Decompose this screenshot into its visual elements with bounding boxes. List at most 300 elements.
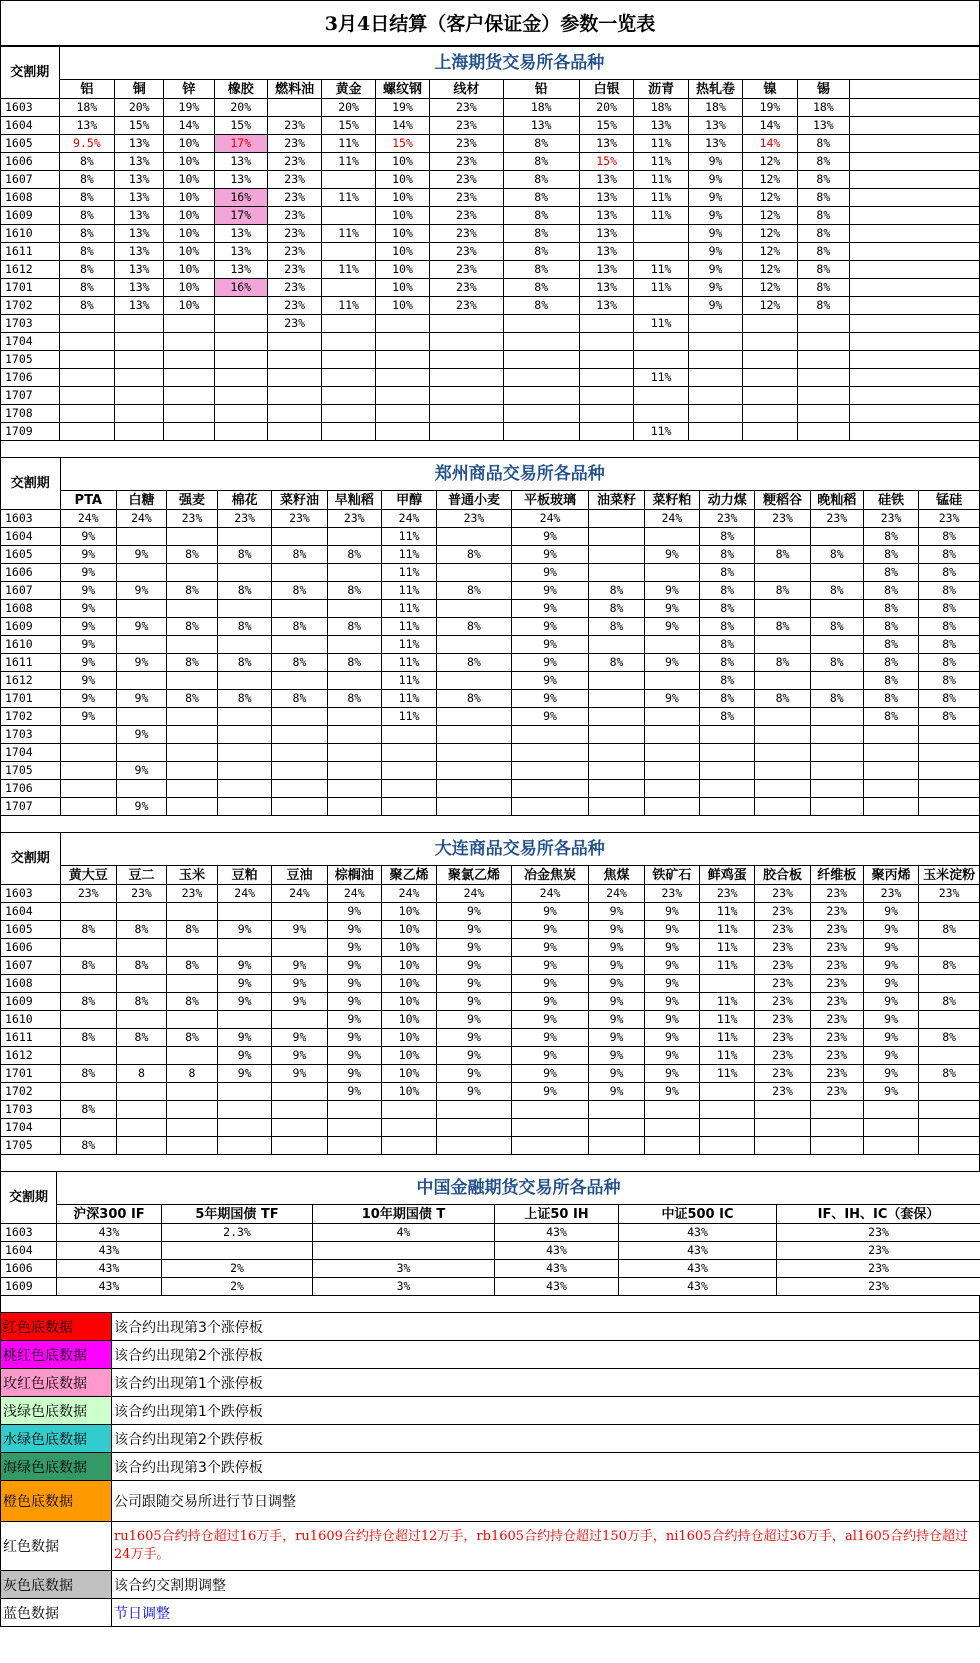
period-cell: 1608 (1, 975, 61, 993)
margin-cell: 20% (322, 99, 375, 117)
period-cell: 1704 (1, 1119, 61, 1137)
margin-cell (700, 726, 755, 744)
margin-cell: 8% (919, 636, 980, 654)
margin-cell (214, 351, 267, 369)
margin-cell (164, 333, 214, 351)
margin-cell (313, 1242, 495, 1260)
legend-row (1, 1453, 980, 1481)
margin-cell: 9% (589, 1011, 644, 1029)
margin-cell (116, 528, 166, 546)
margin-cell: 23% (267, 225, 321, 243)
margin-cell: 8% (166, 618, 217, 636)
cffex-exchange-name: 中国金融期货交易所各品种 (57, 1172, 980, 1205)
margin-cell (60, 762, 116, 780)
margin-cell: 9% (511, 993, 589, 1011)
margin-cell (166, 1011, 217, 1029)
margin-cell (116, 636, 166, 654)
product-header: 橡胶 (214, 80, 267, 99)
period-cell: 1708 (1, 405, 60, 423)
margin-cell (919, 1011, 980, 1029)
margin-cell: 9% (218, 1065, 272, 1083)
blank-cell (850, 189, 980, 207)
margin-cell (810, 762, 863, 780)
margin-cell (327, 762, 381, 780)
table-row (1, 387, 980, 405)
margin-cell (589, 528, 644, 546)
product-header: 锡 (797, 80, 849, 99)
legend-swatch: 红色数据 (1, 1522, 112, 1571)
margin-cell: 9% (60, 708, 116, 726)
margin-cell (797, 387, 849, 405)
margin-cell (218, 600, 272, 618)
margin-cell: 8% (272, 618, 327, 636)
legend-swatch: 水绿色底数据 (1, 1425, 112, 1453)
margin-cell: 9% (688, 189, 742, 207)
margin-cell: 8% (60, 993, 116, 1011)
margin-cell (579, 369, 633, 387)
margin-cell: 8% (919, 957, 980, 975)
margin-cell (430, 333, 503, 351)
margin-cell: 8% (919, 600, 980, 618)
margin-cell (327, 1137, 381, 1155)
margin-cell (511, 780, 589, 798)
margin-cell: 8% (863, 528, 918, 546)
margin-cell: 9% (589, 1083, 644, 1101)
margin-cell (327, 1101, 381, 1119)
margin-cell (267, 99, 321, 117)
margin-cell (214, 333, 267, 351)
margin-cell: 8% (60, 1065, 116, 1083)
margin-cell (218, 636, 272, 654)
margin-cell: 11% (381, 708, 436, 726)
margin-cell (437, 780, 511, 798)
margin-cell: 9% (218, 921, 272, 939)
page-title: 3月4日结算（客户保证金）参数一览表 (0, 0, 980, 46)
margin-cell: 13% (579, 297, 633, 315)
table-row (1, 243, 980, 261)
margin-cell (634, 387, 688, 405)
product-header: 沪深300 IF (57, 1205, 162, 1224)
margin-cell: 23% (755, 1011, 810, 1029)
margin-cell (272, 726, 327, 744)
margin-cell (166, 636, 217, 654)
margin-cell (381, 1137, 436, 1155)
period-cell: 1610 (1, 636, 61, 654)
margin-cell (59, 351, 114, 369)
margin-cell: 8% (327, 654, 381, 672)
margin-cell: 9% (511, 672, 589, 690)
margin-cell: 23% (430, 279, 503, 297)
margin-cell: 8% (797, 135, 849, 153)
product-header: 菜籽粕 (644, 491, 699, 510)
margin-cell: 8% (166, 582, 217, 600)
period-cell: 1607 (1, 582, 61, 600)
margin-cell (579, 351, 633, 369)
legend-description: 该合约出现第3个跌停板 (112, 1453, 980, 1481)
margin-cell (810, 564, 863, 582)
margin-cell (166, 726, 217, 744)
margin-cell: 8% (166, 993, 217, 1011)
margin-cell: 23% (267, 261, 321, 279)
period-cell: 1705 (1, 762, 61, 780)
margin-cell: 13% (214, 171, 267, 189)
margin-cell: 23% (267, 243, 321, 261)
margin-cell: 9% (60, 636, 116, 654)
period-cell: 1606 (1, 153, 60, 171)
margin-cell: 9% (511, 582, 589, 600)
margin-cell: 8% (437, 654, 511, 672)
margin-cell (511, 726, 589, 744)
margin-cell: 8% (60, 1101, 116, 1119)
margin-cell (272, 672, 327, 690)
period-header: 交割期 (1, 1172, 57, 1224)
margin-cell: 8% (60, 957, 116, 975)
margin-cell (700, 1119, 755, 1137)
margin-cell: 11% (634, 279, 688, 297)
margin-cell (755, 636, 810, 654)
margin-cell (218, 939, 272, 957)
margin-cell (267, 333, 321, 351)
margin-cell (700, 1101, 755, 1119)
legend-swatch: 桃红色底数据 (1, 1341, 112, 1369)
table-row (1, 546, 980, 564)
margin-cell: 9% (511, 957, 589, 975)
margin-cell (166, 1083, 217, 1101)
margin-cell: 8% (700, 690, 755, 708)
margin-cell (214, 405, 267, 423)
legend-row (1, 1599, 980, 1627)
margin-cell: 8% (59, 261, 114, 279)
margin-cell: 8% (919, 672, 980, 690)
margin-cell: 9% (60, 546, 116, 564)
margin-cell (322, 243, 375, 261)
table-row (1, 279, 980, 297)
margin-cell: 8% (919, 618, 980, 636)
margin-cell: 13% (59, 117, 114, 135)
margin-cell: 8% (116, 921, 166, 939)
margin-cell: 9% (589, 957, 644, 975)
margin-cell: 23% (437, 510, 511, 528)
margin-cell (164, 369, 214, 387)
margin-cell: 8% (503, 189, 579, 207)
margin-cell (166, 1137, 217, 1155)
margin-cell: 11% (700, 1029, 755, 1047)
margin-cell (644, 726, 699, 744)
legend-row (1, 1425, 980, 1453)
margin-cell (579, 423, 633, 441)
period-cell: 1609 (1, 618, 61, 636)
product-header: 10年期国债 T (313, 1205, 495, 1224)
period-cell: 1605 (1, 921, 61, 939)
margin-cell: 24% (511, 885, 589, 903)
product-header: 早籼稻 (327, 491, 381, 510)
product-header: 玉米 (166, 866, 217, 885)
blank-cell (850, 153, 980, 171)
margin-cell: 23% (755, 1065, 810, 1083)
table-row (1, 99, 980, 117)
margin-cell (59, 405, 114, 423)
product-header: 强麦 (166, 491, 217, 510)
margin-cell (743, 387, 797, 405)
table-row (1, 1065, 980, 1083)
margin-cell: 8% (797, 189, 849, 207)
legend-swatch: 灰色底数据 (1, 1571, 112, 1599)
margin-cell: 10% (375, 243, 429, 261)
table-row (1, 798, 980, 816)
margin-cell (272, 564, 327, 582)
legend-swatch: 红色底数据 (1, 1313, 112, 1341)
margin-cell: 10% (164, 207, 214, 225)
margin-cell (503, 387, 579, 405)
margin-cell (166, 762, 217, 780)
margin-cell: 9% (60, 690, 116, 708)
margin-cell: 20% (214, 99, 267, 117)
margin-cell (60, 975, 116, 993)
margin-cell (166, 903, 217, 921)
margin-cell (688, 387, 742, 405)
margin-cell (60, 780, 116, 798)
period-cell: 1605 (1, 135, 60, 153)
margin-cell (437, 600, 511, 618)
period-cell: 1611 (1, 654, 61, 672)
margin-cell: 23% (430, 135, 503, 153)
margin-cell: 8% (59, 171, 114, 189)
margin-cell (511, 744, 589, 762)
period-cell: 1704 (1, 333, 60, 351)
margin-cell: 8% (700, 672, 755, 690)
margin-cell: 13% (688, 117, 742, 135)
margin-cell: 8% (60, 921, 116, 939)
period-cell: 1612 (1, 261, 60, 279)
margin-cell (116, 1011, 166, 1029)
margin-cell (267, 423, 321, 441)
product-header: 普通小麦 (437, 491, 511, 510)
margin-cell: 9% (272, 1065, 327, 1083)
margin-cell: 23% (755, 885, 810, 903)
margin-cell: 8% (218, 618, 272, 636)
margin-cell (810, 600, 863, 618)
margin-cell (116, 1083, 166, 1101)
margin-cell: 16% (214, 279, 267, 297)
margin-cell: 9% (218, 993, 272, 1011)
margin-cell (166, 708, 217, 726)
margin-cell: 10% (381, 1029, 436, 1047)
table-row (1, 297, 980, 315)
margin-cell (437, 528, 511, 546)
margin-cell: 9% (327, 993, 381, 1011)
table-row (1, 261, 980, 279)
product-header: 油菜籽 (589, 491, 644, 510)
margin-cell: 8% (700, 708, 755, 726)
margin-cell (589, 510, 644, 528)
margin-cell (863, 798, 918, 816)
margin-cell: 8% (503, 279, 579, 297)
margin-cell: 9% (272, 921, 327, 939)
margin-cell: 8% (59, 297, 114, 315)
margin-cell: 9% (327, 1011, 381, 1029)
margin-cell: 13% (214, 243, 267, 261)
period-cell: 1702 (1, 1083, 61, 1101)
product-header: 上证50 IH (495, 1205, 619, 1224)
margin-cell: 23% (755, 921, 810, 939)
table-row (1, 225, 980, 243)
margin-cell: 9% (116, 582, 166, 600)
table-row (1, 885, 980, 903)
margin-cell: 8% (755, 654, 810, 672)
margin-cell (810, 726, 863, 744)
margin-cell: 8% (755, 582, 810, 600)
margin-cell (810, 798, 863, 816)
margin-cell (375, 315, 429, 333)
legend-row (1, 1522, 980, 1571)
margin-cell (322, 369, 375, 387)
table-row (1, 1101, 980, 1119)
margin-cell (60, 726, 116, 744)
margin-cell: 8% (272, 690, 327, 708)
margin-cell: 10% (381, 903, 436, 921)
margin-cell (589, 546, 644, 564)
product-header: 螺纹钢 (375, 80, 429, 99)
margin-cell (634, 243, 688, 261)
margin-cell: 9% (116, 762, 166, 780)
blank-cell (850, 135, 980, 153)
period-cell: 1611 (1, 243, 60, 261)
margin-cell: 9% (589, 975, 644, 993)
margin-cell: 9% (437, 1011, 511, 1029)
margin-cell: 9% (437, 1065, 511, 1083)
product-header: 锌 (164, 80, 214, 99)
margin-cell (115, 423, 164, 441)
period-cell: 1703 (1, 315, 60, 333)
margin-cell: 23% (810, 939, 863, 957)
margin-cell: 13% (797, 117, 849, 135)
margin-cell: 9.5% (59, 135, 114, 153)
margin-cell (272, 528, 327, 546)
margin-cell: 24% (381, 885, 436, 903)
period-cell: 1702 (1, 708, 61, 726)
margin-cell: 9% (644, 582, 699, 600)
margin-cell: 12% (743, 243, 797, 261)
margin-cell (272, 744, 327, 762)
margin-cell: 9% (644, 1011, 699, 1029)
margin-cell: 14% (743, 117, 797, 135)
margin-cell: 23% (919, 510, 980, 528)
margin-cell (166, 1101, 217, 1119)
margin-cell: 9% (60, 654, 116, 672)
margin-cell: 23% (755, 939, 810, 957)
margin-cell: 23% (919, 885, 980, 903)
margin-cell: 23% (430, 207, 503, 225)
margin-cell: 9% (863, 975, 918, 993)
margin-cell: 9% (327, 903, 381, 921)
margin-cell (634, 405, 688, 423)
table-row (1, 636, 980, 654)
margin-cell (700, 762, 755, 780)
margin-cell (164, 405, 214, 423)
margin-cell: 9% (511, 708, 589, 726)
margin-cell: 9% (511, 939, 589, 957)
period-header: 交割期 (1, 47, 60, 99)
margin-cell (59, 369, 114, 387)
period-cell: 1706 (1, 780, 61, 798)
margin-cell (218, 744, 272, 762)
margin-cell (164, 315, 214, 333)
period-cell: 1701 (1, 279, 60, 297)
margin-cell: 8% (797, 207, 849, 225)
margin-cell (644, 780, 699, 798)
margin-cell: 12% (743, 297, 797, 315)
margin-cell: 8% (327, 582, 381, 600)
margin-cell: 23% (267, 135, 321, 153)
margin-cell: 8% (503, 243, 579, 261)
blank-cell (850, 99, 980, 117)
margin-cell: 9% (116, 726, 166, 744)
margin-cell (511, 762, 589, 780)
margin-cell (430, 315, 503, 333)
margin-cell: 10% (375, 171, 429, 189)
table-row (1, 672, 980, 690)
margin-cell: 23% (755, 1083, 810, 1101)
period-cell: 1701 (1, 690, 61, 708)
margin-cell: 8% (919, 708, 980, 726)
margin-cell: 8% (919, 690, 980, 708)
margin-cell: 24% (381, 510, 436, 528)
margin-cell (589, 672, 644, 690)
margin-cell: 8% (166, 1029, 217, 1047)
product-header: 中证500 IC (619, 1205, 777, 1224)
margin-cell (375, 405, 429, 423)
margin-cell (381, 762, 436, 780)
product-header: 黄金 (322, 80, 375, 99)
margin-cell: 23% (166, 510, 217, 528)
margin-cell (589, 1101, 644, 1119)
margin-cell: 43% (619, 1260, 777, 1278)
margin-cell: 9% (863, 939, 918, 957)
margin-cell: 8% (166, 546, 217, 564)
margin-cell (218, 1137, 272, 1155)
margin-cell: 8% (437, 546, 511, 564)
margin-cell: 10% (164, 225, 214, 243)
margin-cell: 8% (797, 171, 849, 189)
table-row (1, 510, 980, 528)
margin-cell: 10% (164, 279, 214, 297)
margin-cell (272, 708, 327, 726)
margin-cell (634, 351, 688, 369)
legend-row (1, 1571, 980, 1599)
margin-cell (919, 1101, 980, 1119)
margin-cell (327, 744, 381, 762)
table-row (1, 1242, 980, 1260)
margin-cell: 11% (634, 153, 688, 171)
table-row (1, 1029, 980, 1047)
margin-cell: 13% (115, 207, 164, 225)
margin-cell: 8% (589, 600, 644, 618)
margin-cell (634, 297, 688, 315)
margin-cell: 23% (267, 153, 321, 171)
margin-cell (430, 351, 503, 369)
margin-cell: 8% (919, 564, 980, 582)
table-row (1, 1119, 980, 1137)
blank-cell (850, 279, 980, 297)
margin-cell (116, 939, 166, 957)
margin-cell: 8% (755, 690, 810, 708)
margin-cell: 13% (115, 153, 164, 171)
margin-cell: 9% (688, 243, 742, 261)
margin-cell: 43% (495, 1260, 619, 1278)
margin-cell: 23% (755, 993, 810, 1011)
margin-cell (115, 387, 164, 405)
product-header: 焦煤 (589, 866, 644, 885)
